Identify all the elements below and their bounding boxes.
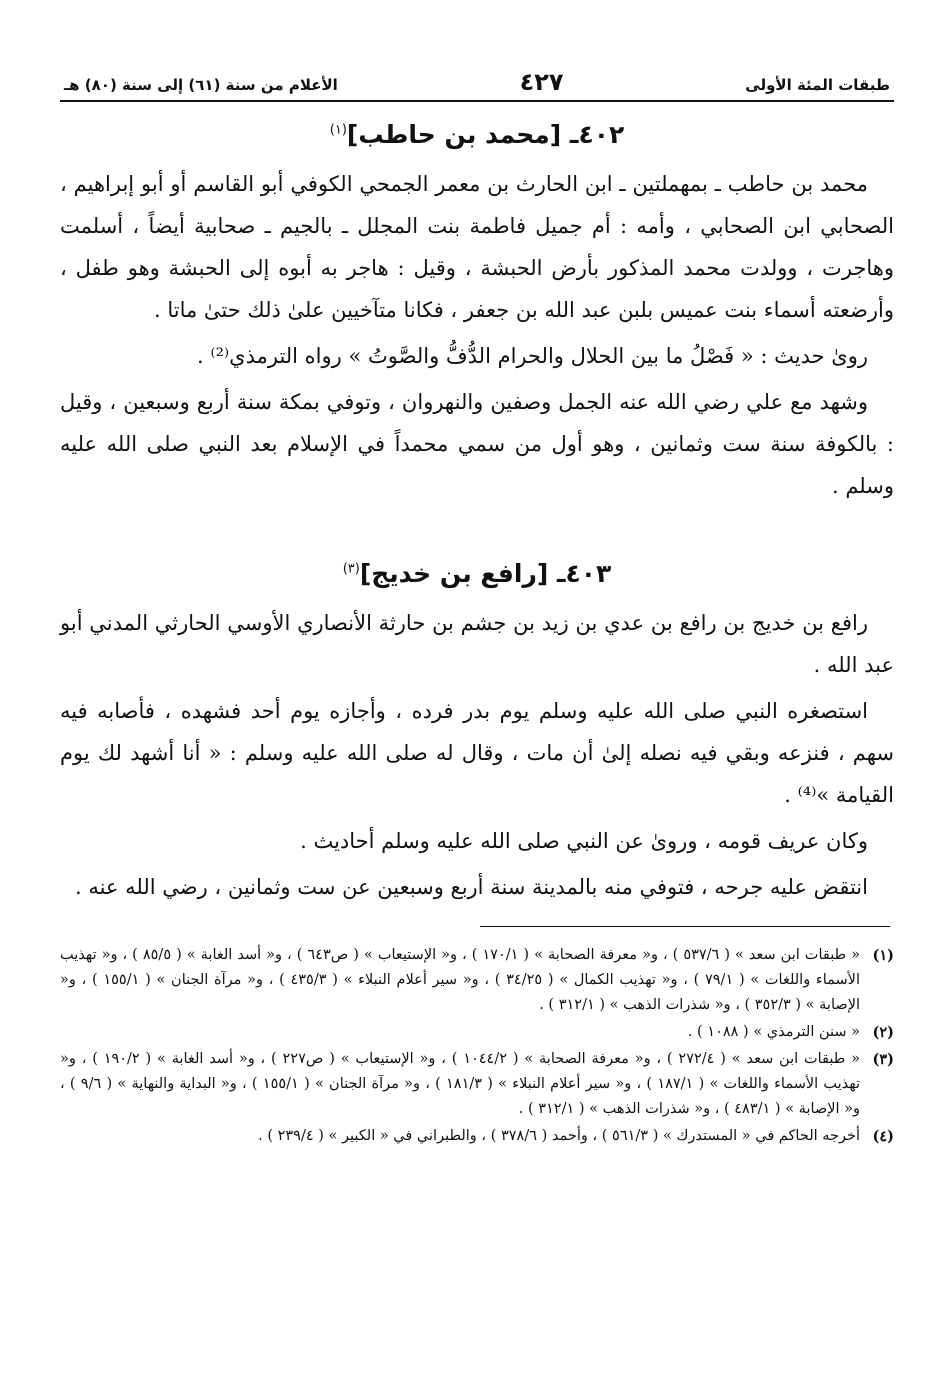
footnote-ref: (١) [329,122,347,138]
entry-paragraph: وشهد مع علي رضي الله عنه الجمل وصفين والنهروان ، وتوفي بمكة سنة أربع وسبعين ، وقيل : بالكوفة سنة ست وثمانين ، وهو أول من سمي محمداً في الإسلام بعد النبي صلى الله عليه وسلم . [60,390,894,498]
footnote [60,1124,894,1149]
entry-paragraph: محمد بن حاطب ـ بمهملتين ـ ابن الحارث بن معمر الجمحي الكوفي أبو القاسم أو أبو إبراهيم ، الصحابي ابن الصحابي ، وأمه : أم جميل فاطمة بنت المجلل ـ بالجيم ـ صحابية أيضاً ، أسلمت وهاجرت ، وولدت محمد المذكور بأرض الحبشة ، وقيل : هاجر به أبوه إلى الحبشة وهو طفل ، وأرضعته أسماء بنت عميس بلبن عبد الله بن جعفر ، فكانا متآخيين علىٰ ذلك حتىٰ ماتا . [60,172,894,322]
footnote-ref: (٣) [342,561,360,577]
entry-paragraph: روىٰ حديث : « فَصْلُ ما بين الحلال والحرام الدُّفُّ والصَّوتُ » رواه الترمذي⁽²⁾ . [197,344,868,368]
footnote-number: (٤) [872,1128,894,1145]
section-range: الأعلام من سنة (٦١) إلى سنة (٨٠) هـ [64,76,338,94]
footnote-number: (١) [872,947,894,964]
entry-title-403 [60,559,894,588]
footnotes [60,943,894,1149]
footnote [60,943,894,1018]
entry-title-text: ٤٠٢ـ [محمد بن حاطب] [346,120,625,149]
footnote-text: « طبقات ابن سعد » ( ٥٣٧/٦ ) ، و« معرفة الصحابة » ( ١٧٠/١ ) ، و« الإستيعاب » ( ص٦٤٣ ) ، و« أسد الغابة » ( ٨٥/٥ ) ، و« تهذيب الأسماء واللغات » ( ٧٩/١ ) ، و« تهذيب الكمال » ( ٣٤/٢٥ ) ، و« سير أعلام النبلاء » ( ٤٣٥/٣ ) ، و« مرآة الجنان » ( ١٥٥/١ ) ، و« الإصابة » ( ٣٥٢/٣ ) ، و« شذرات الذهب » ( ٣١٢/١ ) . [60,947,860,1013]
entry-title-402 [60,120,894,149]
book-title: طبقات المئة الأولى [745,76,890,94]
entry-paragraph: رافع بن خديج بن رافع بن عدي بن زيد بن جشم بن حارثة الأنصاري الأوسي الحارثي المدني أبو عبد الله . [60,611,894,677]
entry-title-text: ٤٠٣ـ [رافع بن خديج] [359,559,612,588]
footnote [60,1047,894,1122]
footnote-text: « طبقات ابن سعد » ( ٢٧٢/٤ ) ، و« معرفة الصحابة » ( ١٠٤٤/٢ ) ، و« الإستيعاب » ( ص٢٢٧ ) ، و« أسد الغابة » ( ١٩٠/٢ ) ، و« تهذيب الأسماء واللغات » ( ١٨٧/١ ) ، و« سير أعلام النبلاء » ( ١٨١/٣ ) ، و« مرآة الجنان » ( ١٥٥/١ ) ، و« البداية والنهاية » ( ٩/٦ ) ، و« الإصابة » ( ٤٨٣/١ ) ، و« شذرات الذهب » ( ٣١٢/١ ) . [60,1051,860,1117]
entry-paragraph: وكان عريف قومه ، وروىٰ عن النبي صلى الله عليه وسلم أحاديث . [300,829,868,853]
footnote-text: « سنن الترمذي » ( ١٠٨٨ ) . [687,1024,860,1040]
footnote-separator [480,926,890,927]
footnote [60,1020,894,1045]
footnote-number: (٢) [872,1024,894,1041]
footnote-text: أخرجه الحاكم في « المستدرك » ( ٥٦١/٣ ) ، وأحمد ( ٣٧٨/٦ ) ، والطبراني في « الكبير » ( ٢٣٩/٤ ) . [258,1128,860,1144]
running-header [60,52,894,102]
entry-paragraph: استصغره النبي صلى الله عليه وسلم يوم بدر فرده ، وأجازه يوم أحد فشهده ، فأصابه فيه سهم ، فنزعه وبقي فيه نصله إلىٰ أن مات ، وقال له صلى الله عليه وسلم : « أنا أشهد لك يوم القيامة »⁽⁴⁾ . [60,699,894,807]
entry-paragraph: انتقض عليه جرحه ، فتوفي منه بالمدينة سنة أربع وسبعين عن ست وثمانين ، رضي الله عنه . [74,875,868,899]
page-number: ٤٢٧ [519,68,564,96]
footnote-number: (٣) [872,1051,894,1068]
